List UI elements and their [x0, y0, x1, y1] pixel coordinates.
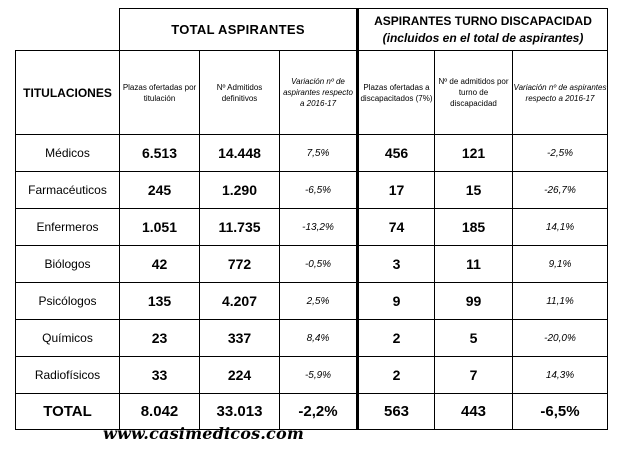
cell-variacion: -5,9% [280, 357, 358, 394]
cell-admitidos-disc: 99 [435, 283, 513, 320]
total-plazas: 8.042 [120, 394, 200, 430]
cell-variacion-disc: -26,7% [513, 172, 608, 209]
cell-admitidos: 1.290 [200, 172, 280, 209]
table-row [16, 246, 608, 283]
cell-plazas: 135 [120, 283, 200, 320]
header-variacion: Variación nº de aspirantes respecto a 2016-17 [280, 51, 358, 135]
cell-plazas: 245 [120, 172, 200, 209]
header-titulaciones: TITULACIONES [16, 51, 120, 135]
table-row [16, 320, 608, 357]
cell-admitidos-disc: 11 [435, 246, 513, 283]
total-label: TOTAL [16, 394, 120, 430]
cell-plazas-disc: 17 [358, 172, 435, 209]
cell-admitidos-disc: 185 [435, 209, 513, 246]
total-variacion: -2,2% [280, 394, 358, 430]
table-row [16, 283, 608, 320]
cell-plazas-disc: 3 [358, 246, 435, 283]
cell-variacion: -6,5% [280, 172, 358, 209]
cell-plazas: 23 [120, 320, 200, 357]
cell-plazas: 1.051 [120, 209, 200, 246]
cell-variacion-disc: 9,1% [513, 246, 608, 283]
cell-admitidos-disc: 121 [435, 135, 513, 172]
cell-admitidos: 11.735 [200, 209, 280, 246]
cell-plazas-disc: 2 [358, 357, 435, 394]
cell-plazas-disc: 74 [358, 209, 435, 246]
blank-corner [16, 9, 120, 51]
header-plazas: Plazas ofertadas por titulación [120, 51, 200, 135]
table-row [16, 172, 608, 209]
total-variacion-disc: -6,5% [513, 394, 608, 430]
cell-variacion-disc: 14,1% [513, 209, 608, 246]
table-row [16, 135, 608, 172]
row-name: Psicólogos [16, 283, 120, 320]
cell-admitidos: 14.448 [200, 135, 280, 172]
row-name: Biólogos [16, 246, 120, 283]
cell-variacion: 7,5% [280, 135, 358, 172]
cell-variacion: 8,4% [280, 320, 358, 357]
cell-plazas-disc: 456 [358, 135, 435, 172]
aspirantes-table [15, 8, 608, 430]
cell-plazas-disc: 9 [358, 283, 435, 320]
row-name: Enfermeros [16, 209, 120, 246]
row-name: Radiofísicos [16, 357, 120, 394]
group-turno-discapacidad [358, 9, 608, 51]
cell-variacion-disc: 14,3% [513, 357, 608, 394]
group-discapacidad-subtitle: (incluidos en el total de aspirantes) [382, 30, 584, 45]
cell-plazas: 6.513 [120, 135, 200, 172]
column-header-row [16, 51, 608, 135]
cell-variacion-disc: 11,1% [513, 283, 608, 320]
total-admitidos-disc: 443 [435, 394, 513, 430]
cell-admitidos: 337 [200, 320, 280, 357]
cell-admitidos-disc: 7 [435, 357, 513, 394]
cell-plazas: 42 [120, 246, 200, 283]
cell-admitidos: 224 [200, 357, 280, 394]
group-discapacidad-title: ASPIRANTES TURNO DISCAPACIDAD [374, 13, 592, 28]
cell-variacion-disc: -2,5% [513, 135, 608, 172]
group-header-row [16, 9, 608, 51]
footer-website: www.casimedicos.com [103, 424, 304, 443]
cell-plazas: 33 [120, 357, 200, 394]
row-name: Químicos [16, 320, 120, 357]
header-plazas-disc: Plazas ofertadas a discapacitados (7%) [358, 51, 435, 135]
header-variacion-disc: Variación nº de aspirantes respecto a 2016-17 [513, 51, 608, 135]
total-admitidos: 33.013 [200, 394, 280, 430]
cell-admitidos: 772 [200, 246, 280, 283]
cell-variacion-disc: -20,0% [513, 320, 608, 357]
cell-variacion: 2,5% [280, 283, 358, 320]
cell-plazas-disc: 2 [358, 320, 435, 357]
table-row [16, 357, 608, 394]
table-row [16, 209, 608, 246]
group-total-aspirantes: TOTAL ASPIRANTES [120, 9, 358, 51]
row-name: Farmacéuticos [16, 172, 120, 209]
header-admitidos-disc: Nº de admitidos por turno de discapacidad [435, 51, 513, 135]
cell-admitidos-disc: 15 [435, 172, 513, 209]
header-admitidos: Nº Admitidos definitivos [200, 51, 280, 135]
row-name: Médicos [16, 135, 120, 172]
cell-admitidos: 4.207 [200, 283, 280, 320]
cell-variacion: -13,2% [280, 209, 358, 246]
cell-admitidos-disc: 5 [435, 320, 513, 357]
total-plazas-disc: 563 [358, 394, 435, 430]
cell-variacion: -0,5% [280, 246, 358, 283]
